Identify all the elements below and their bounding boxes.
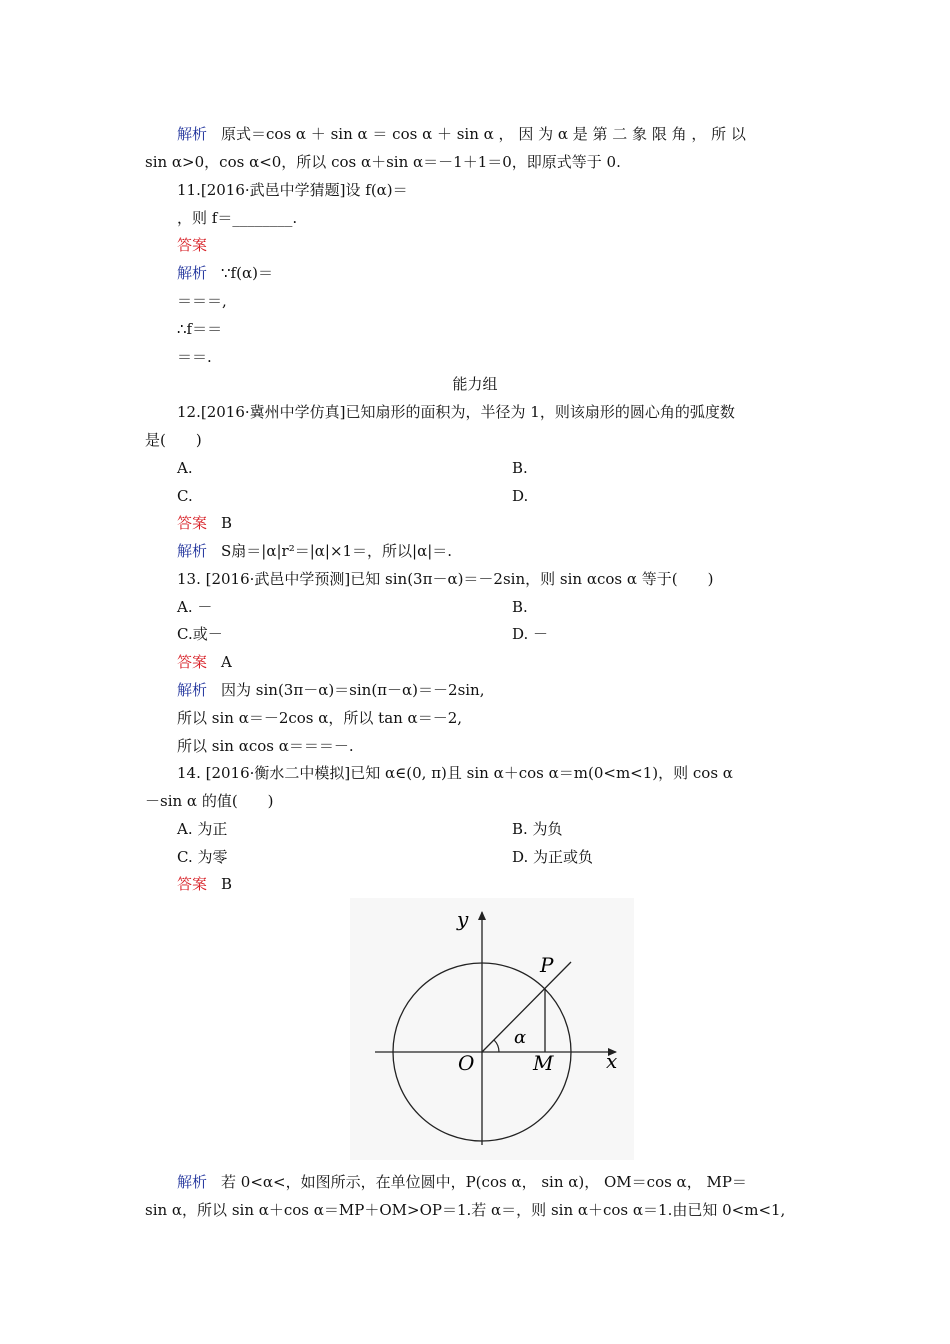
option-c: C. (177, 487, 193, 505)
text: 若 0<α<，如图所示，在单位圆中，P(cos α， sin α)， OM＝cos α， MP＝ (221, 1173, 747, 1191)
angle-arc (494, 1040, 499, 1052)
option-d: D. (512, 487, 529, 505)
solution-14 (177, 1172, 747, 1192)
solution-11-line2: ＝＝＝, (177, 292, 227, 310)
text: 因为 sin(3π－α)＝sin(π－α)＝－2sin, (221, 681, 485, 699)
question-11-blank: ，则 f＝________. (177, 209, 298, 227)
section-title: 能力组 (452, 375, 498, 393)
line-2: sin α>0，cos α<0，所以 cos α＋sin α＝－1＋1＝0，即原式等于 0. (145, 153, 621, 171)
option-c: C.或－ (177, 625, 223, 643)
question-14: 14. [2016·衡水二中模拟]已知 α∈(0, π)且 sin α＋cos α＝m(0<m<1)，则 cos α (177, 764, 733, 782)
label-alpha: α (514, 1027, 527, 1048)
question-11: 11.[2016·武邑中学猜题]设 f(α)＝ (177, 181, 408, 199)
question-12-cont: 是( ) (145, 431, 202, 449)
label-y: y (457, 907, 469, 931)
text: 原式＝cos α ＋ sin α ＝ cos α ＋ sin α ， 因 为 α 是 第 二 象 限 角 ， 所 以 (221, 125, 746, 143)
solution-13-line3: 所以 sin αcos α＝＝＝－. (177, 737, 354, 755)
answer-label: 答案 (177, 514, 208, 532)
label-m: M (533, 1051, 554, 1075)
analysis-label: 解析 (177, 1173, 208, 1191)
solution-11-line4: ＝＝. (177, 348, 212, 366)
text: S扇＝|α|r²＝|α|×1＝，所以|α|＝. (221, 542, 453, 560)
answer-label: 答案 (177, 236, 208, 254)
answer-12 (177, 513, 232, 533)
answer-label: 答案 (177, 653, 208, 671)
option-c: C. 为零 (177, 848, 228, 866)
analysis-label: 解析 (177, 681, 208, 699)
solution-13 (177, 680, 485, 700)
answer-value: A (221, 653, 232, 671)
answer-value: B (221, 875, 233, 893)
solution-11 (177, 263, 273, 283)
question-13: 13. [2016·武邑中学预测]已知 sin(3π－α)＝－2sin，则 sin αcos α 等于( ) (177, 570, 714, 588)
question-14-cont: －sin α 的值( ) (145, 792, 274, 810)
analysis-label: 解析 (177, 264, 208, 282)
option-a: A. 为正 (177, 820, 228, 838)
analysis-label: 解析 (177, 542, 208, 560)
option-a: A. － (177, 598, 213, 616)
solution-13-line2: 所以 sin α＝－2cos α，所以 tan α＝－2, (177, 709, 463, 727)
analysis-label: 解析 (177, 125, 208, 143)
answer-label: 答案 (177, 875, 208, 893)
option-b: B. (512, 459, 528, 477)
label-o: O (458, 1051, 475, 1075)
option-d: D. 为正或负 (512, 848, 594, 866)
option-b: B. (512, 598, 528, 616)
option-b: B. 为负 (512, 820, 563, 838)
answer-14 (177, 874, 232, 894)
text: ∵f(α)＝ (221, 264, 273, 282)
unit-circle-diagram (350, 898, 634, 1160)
question-12: 12.[2016·冀州中学仿真]已知扇形的面积为，半径为 1，则该扇形的圆心角的弧度数 (177, 403, 735, 421)
option-d: D. － (512, 625, 549, 643)
label-x: x (606, 1049, 618, 1073)
label-p: P (540, 953, 554, 977)
solution-12 (177, 541, 452, 561)
line-1 (177, 124, 746, 144)
solution-11-line3: ∴f＝＝ (177, 320, 223, 338)
option-a: A. (177, 459, 193, 477)
solution-14-line2: sin α，所以 sin α＋cos α＝MP＋OM>OP＝1.若 α＝，则 sin α＋cos α＝1.由已知 0<m<1, (145, 1201, 786, 1219)
answer-value: B (221, 514, 233, 532)
answer-13 (177, 652, 232, 672)
